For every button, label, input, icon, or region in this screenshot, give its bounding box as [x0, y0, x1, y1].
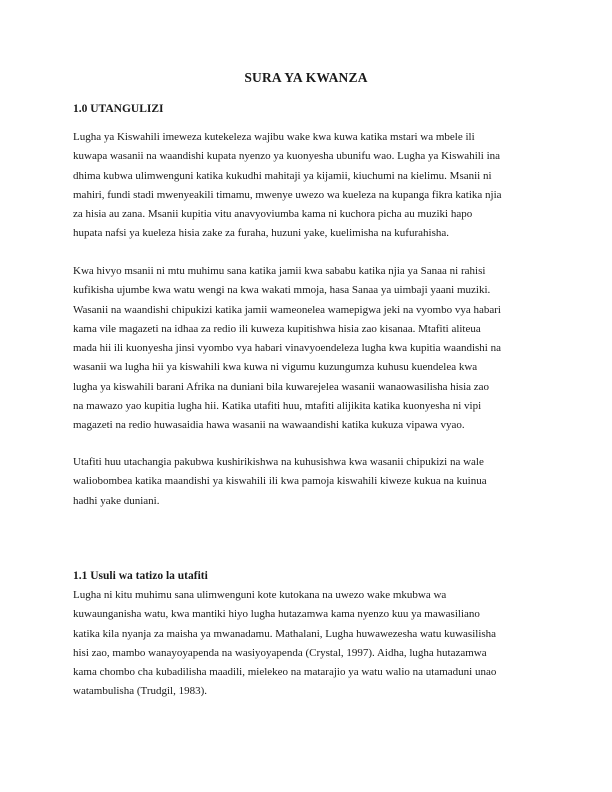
- text-line: mada hii ili kuonyesha jinsi vyombo vya habari vinavyoendeleza lugha kwa kupitia waandishi na: [73, 342, 501, 355]
- text-line: Wasanii na waandishi chipukizi katika jamii wameonelea wamepigwa jeki na vyombo vya habari: [73, 303, 501, 316]
- text-line: kama vile magazeti na idhaa za redio ili kuweza kupitishwa hisia zao kisanaa. Mtafiti aliteua: [73, 322, 481, 335]
- text-line: hisi zao, mambo wanayoyapenda na wasiyoyapenda (Crystal, 1997). Aidha, lugha hutazamwa: [73, 646, 487, 659]
- page-title: SURA YA KWANZA: [244, 70, 368, 85]
- section-heading-utangulizi: 1.0 UTANGULIZI: [73, 103, 164, 115]
- text-line: Lugha ya Kiswahili imeweza kutekeleza wajibu wake kwa kuwa katika mstari wa mbele ili: [73, 131, 475, 143]
- paragraph-intro-1: [73, 128, 541, 244]
- paragraph-intro-3: [73, 453, 541, 511]
- text-line: Utafiti huu utachangia pakubwa kushirikishwa na kuhusishwa kwa wasanii chipukizi na wale: [73, 456, 484, 468]
- text-line: katika kila nyanja za maisha ya mwanadamu. Mathalani, Lugha huwawezesha watu kuwasilisha: [73, 627, 497, 640]
- text-line: kufikisha ujumbe kwa watu wengi na kwa wakati mmoja, hasa Sanaa ya uimbaji yaani muziki.: [73, 284, 491, 297]
- paragraph-usuli-1: [73, 586, 541, 702]
- text-line: hadhi yake duniani.: [73, 494, 160, 507]
- text-line: kama chombo cha kubadilisha maadili, mielekeo na matarajio ya watu walio na utamaduni unao: [73, 666, 497, 679]
- text-line: watambulisha (Trudgil, 1983).: [73, 685, 208, 698]
- text-line: Kwa hivyo msanii ni mtu muhimu sana katika jamii kwa sababu katika njia ya Sanaa ni rahisi: [73, 265, 486, 277]
- text-line: magazeti na redio huwasaidia hawa wasanii na wawaandishi katika kukuza vipawa vyao.: [73, 419, 465, 432]
- text-line: lugha ya kiswahili barani Afrika na duniani bila kuwarejelea wasanii wanaowasilisha hisia zao: [73, 380, 490, 393]
- text-line: dhima kubwa ulimwenguni katika kukudhi mahitaji ya kijamii, kiuchumi na kielimu. Msanii ni: [73, 169, 492, 182]
- text-line: kuwapa wasanii na waandishi kupata nyenzo ya kuonyesha ubunifu wao. Lugha ya Kiswahili ina: [73, 150, 501, 163]
- text-line: kuwaunganisha watu, kwa mantiki hiyo lugha hutazamwa kama nyenzo kuu ya mawasiliano: [73, 608, 480, 621]
- section-heading-usuli: 1.1 Usuli wa tatizo la utafiti: [73, 570, 208, 582]
- text-line: hupata nafsi ya kueleza hisia zake za furaha, huzuni yake, kuelimisha na kufurahisha.: [73, 227, 449, 240]
- text-line: na mawazo yao kupitia lugha hii. Katika utafiti huu, mtafiti alijikita katika kuonyesha ni vipi: [73, 400, 482, 413]
- text-line: waliobombea katika maandishi ya kiswahili ili kwa pamoja kiswahili kiweze kukua na kuinua: [73, 475, 487, 488]
- text-line: za hisia au zana. Msanii kupitia vitu anavyoviumba kama ni kuchora picha au muziki hapo: [73, 208, 473, 221]
- paragraph-intro-2: [73, 262, 541, 436]
- text-line: mahiri, fundi stadi mwenyeakili timamu, mwenye uwezo wa kueleza na kupanga fikra katika njia: [73, 188, 502, 201]
- text-line: Lugha ni kitu muhimu sana ulimwenguni kote kutokana na uwezo wake mkubwa wa: [73, 589, 447, 601]
- text-line: wasanii wa lugha hii ya kiswahili kwa kuwa ni vigumu kuzungumza kuhusu kuendelea kwa: [73, 361, 478, 374]
